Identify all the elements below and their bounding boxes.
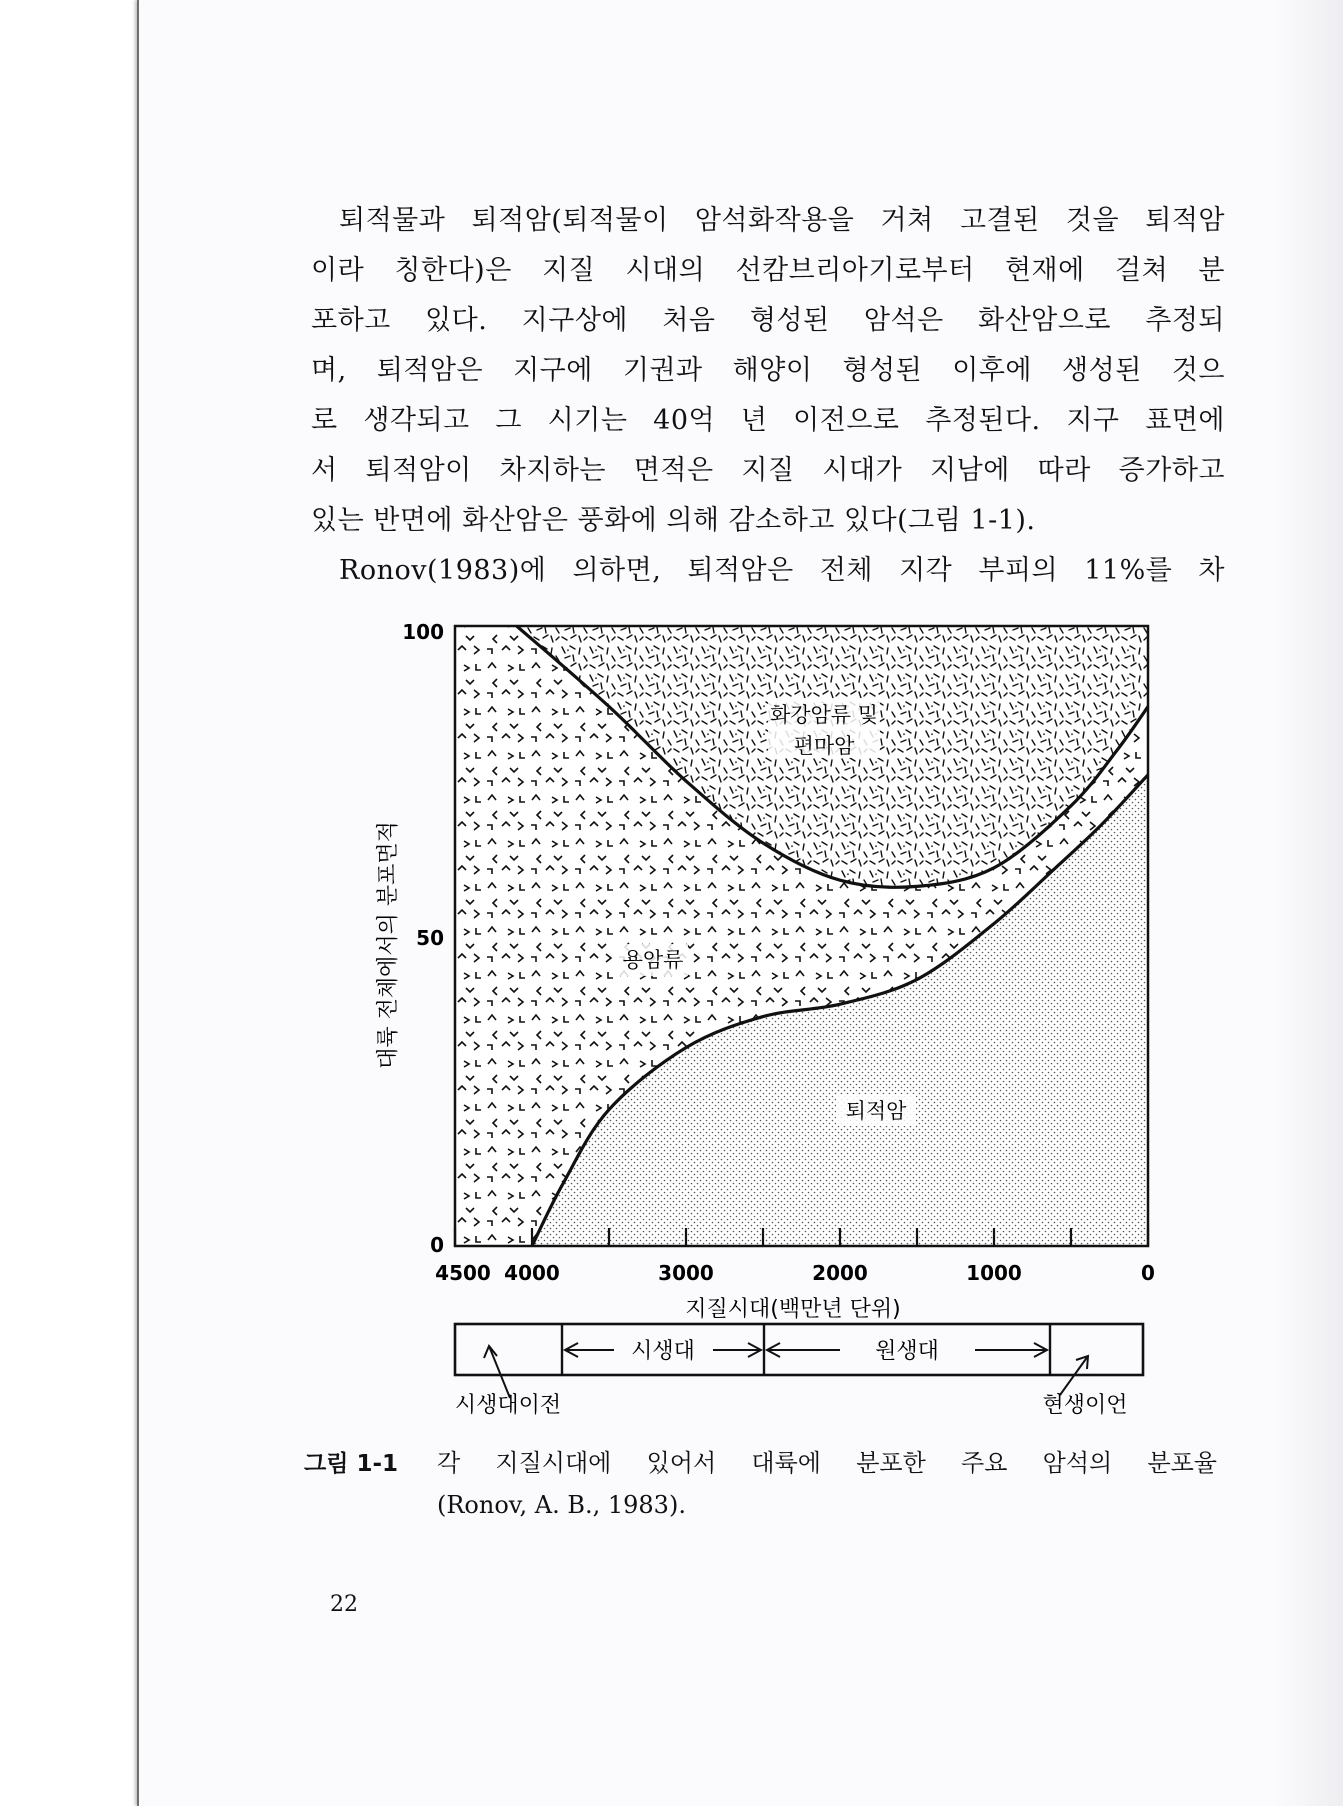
sedimentary-label: 퇴적암 bbox=[845, 1099, 907, 1123]
x-tick-label-4500: 4500 bbox=[435, 1261, 491, 1285]
pre-archean-pointer bbox=[484, 1346, 510, 1398]
era-bar bbox=[455, 1324, 1143, 1398]
x-tick-label-2000: 2000 bbox=[812, 1261, 868, 1285]
text-line-5: 로 생각되고 그 시기는 40억 년 이전으로 추정된다. 지구 표면에 bbox=[311, 405, 1225, 436]
volcanic-label: 용암류 bbox=[622, 948, 684, 972]
x-tick-label-4000: 4000 bbox=[504, 1261, 560, 1285]
x-tick-label-1000: 1000 bbox=[966, 1261, 1022, 1285]
x-axis-title: 지질시대(백만년 단위) bbox=[685, 1297, 901, 1322]
y-axis-title: 대륙 전체에서의 분포면적 bbox=[376, 821, 401, 1069]
y-tick-label-100: 100 bbox=[402, 620, 444, 644]
y-tick-label-50: 50 bbox=[416, 926, 444, 950]
page-number: 22 bbox=[330, 1592, 358, 1617]
era-label-pre-archean: 시생대이전 bbox=[454, 1393, 562, 1418]
caption-label: 그림 1-1 bbox=[304, 1451, 398, 1477]
x-tick-label-0: 0 bbox=[1141, 1261, 1155, 1285]
caption-line-1: 각 지질시대에 있어서 대륙에 분포한 주요 암석의 분포율 bbox=[437, 1449, 1217, 1477]
y-tick-label-0: 0 bbox=[430, 1233, 444, 1257]
granite-label-line1: 화강암류 및 bbox=[769, 703, 879, 727]
text-line-6: 서 퇴적암이 차지하는 면적은 지질 시대가 지남에 따라 증가하고 bbox=[311, 455, 1225, 486]
text-line-4: 며, 퇴적암은 지구에 기권과 해양이 형성된 이후에 생성된 것으 bbox=[311, 355, 1225, 386]
text-line-3: 포하고 있다. 지구상에 처음 형성된 암석은 화산암으로 추정되 bbox=[311, 305, 1225, 336]
caption-line-2: (Ronov, A. B., 1983). bbox=[437, 1491, 686, 1519]
granite-label-line2: 편마암 bbox=[793, 734, 855, 758]
text-line-2: 이라 칭한다)은 지질 시대의 선캄브리아기로부터 현재에 걸쳐 분 bbox=[311, 255, 1225, 286]
text-line-7: 있는 반면에 화산암은 풍화에 의해 감소하고 있다(그림 1-1). bbox=[311, 505, 1036, 536]
x-tick-label-3000: 3000 bbox=[658, 1261, 714, 1285]
figure-caption bbox=[304, 1442, 1218, 1526]
era-label-phanerozoic: 현생이언 bbox=[1042, 1393, 1128, 1418]
text-line-1: 퇴적물과 퇴적암(퇴적물이 암석화작용을 거쳐 고결된 것을 퇴적암 bbox=[339, 205, 1225, 236]
era-label-proterozoic: 원생대 bbox=[875, 1339, 939, 1364]
text-line-8: Ronov(1983)에 의하면, 퇴적암은 전체 지각 부피의 11%를 차 bbox=[339, 555, 1225, 586]
era-label-archean: 시생대 bbox=[631, 1339, 695, 1364]
